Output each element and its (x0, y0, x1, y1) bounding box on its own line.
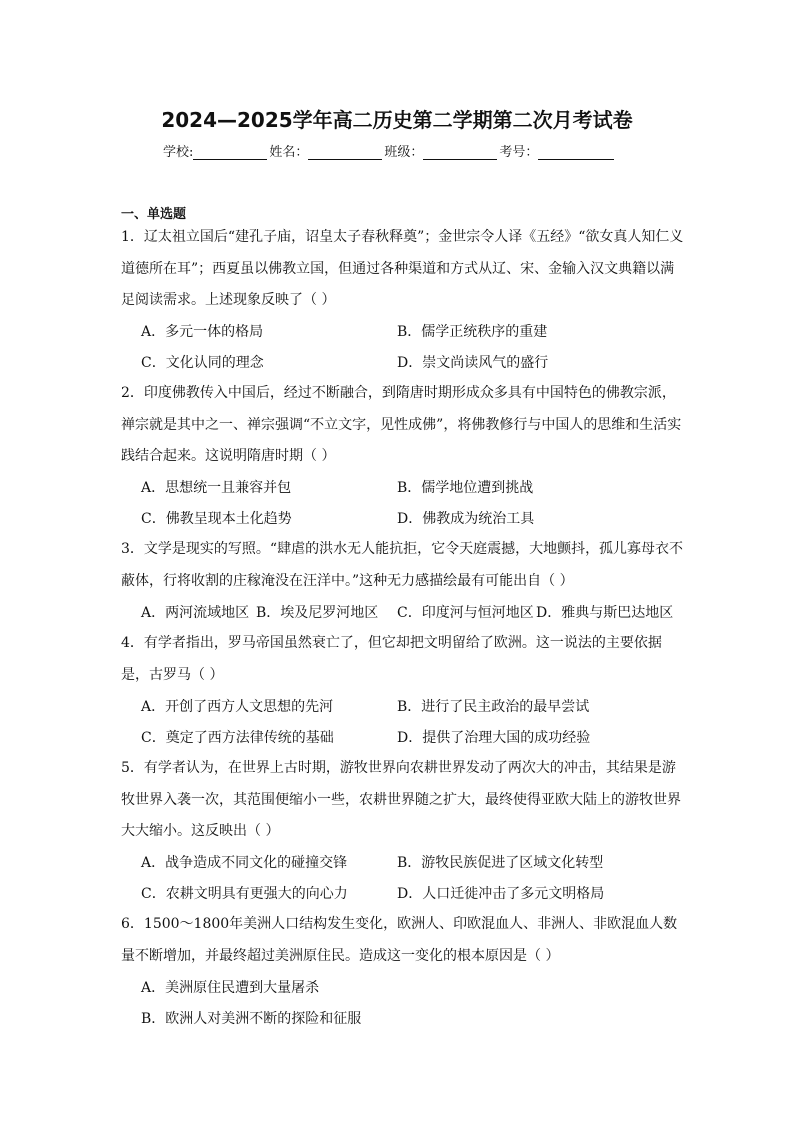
question-5-option-d[interactable]: D．人口迁徙冲击了多元文明格局 (397, 886, 605, 902)
question-5 (121, 753, 687, 848)
question-6 (121, 909, 687, 972)
question-4 (121, 628, 687, 691)
question-5-option-b[interactable]: B．游牧民族促进了区域文化转型 (397, 855, 604, 871)
exam-title: 2024—2025学年高二历史第二学期第二次月考试卷 (161, 108, 633, 132)
question-5-option-a[interactable]: A．战争造成不同文化的碰撞交锋 (141, 855, 348, 871)
question-6-option-a[interactable]: A．美洲原住民遭到大量屠杀 (141, 980, 320, 996)
section-heading: 一、单选题 (121, 207, 187, 222)
question-4-option-b[interactable]: B．进行了民主政治的最早尝试 (397, 699, 590, 715)
class-label: 班级： (384, 145, 424, 160)
question-stem: 3．文学是现实的写照。“肆虐的洪水无人能抗拒，它令天庭震撼，大地颤抖，孤儿寡母衣不蔽体，行将收割的庄稼淹没在汪洋中。”这种无力感描绘最有可能出自（ ） (121, 541, 684, 589)
school-label: 学校: (163, 145, 194, 160)
question-stem: 1．辽太祖立国后“建孔子庙，诏皇太子春秋释奠”；金世宗令人译《五经》“欲女真人知仁义道德所在耳”；西夏虽以佛教立国，但通过各种渠道和方式从辽、宋、金输入汉文典籍以满足阅读需求。上述现象反映了（ ） (121, 229, 684, 308)
exam-number-label: 考号： (499, 145, 539, 160)
question-2 (121, 378, 687, 473)
question-stem: 6．1500～1800年美洲人口结构发生变化，欧洲人、印欧混血人、非洲人、非欧混血人数量不断增加，并最终超过美洲原住民。造成这一变化的根本原因是（ ） (121, 916, 678, 964)
name-field[interactable] (308, 145, 382, 160)
question-2-option-a[interactable]: A．思想统一且兼容并包 (141, 480, 292, 496)
question-3-option-d[interactable]: D．雅典与斯巴达地区 (536, 605, 674, 621)
question-3 (121, 534, 687, 597)
question-2-option-b[interactable]: B．儒学地位遭到挑战 (397, 480, 534, 496)
question-3-option-c[interactable]: C．印度河与恒河地区 (397, 605, 534, 621)
class-field[interactable] (423, 145, 497, 160)
question-6-option-b[interactable]: B．欧洲人对美洲不断的探险和征服 (141, 1011, 362, 1027)
question-5-option-c[interactable]: C．农耕文明具有更强大的向心力 (141, 886, 348, 902)
question-stem: 4．有学者指出，罗马帝国虽然衰亡了，但它却把文明留给了欧洲。这一说法的主要依据是，古罗马（ ） (121, 635, 662, 683)
question-2-option-c[interactable]: C．佛教呈现本土化趋势 (141, 511, 292, 527)
question-2-option-d[interactable]: D．佛教成为统治工具 (397, 511, 535, 527)
question-1-option-d[interactable]: D．崇文尚读风气的盛行 (397, 355, 549, 371)
question-4-option-c[interactable]: C．奠定了西方法律传统的基础 (141, 730, 334, 746)
question-1 (121, 222, 687, 317)
question-3-option-a[interactable]: A．两河流域地区 (141, 605, 250, 621)
question-4-option-d[interactable]: D．提供了治理大国的成功经验 (397, 730, 591, 746)
question-1-option-c[interactable]: C．文化认同的理念 (141, 355, 264, 371)
school-field[interactable] (193, 145, 267, 160)
question-3-option-b[interactable]: B．埃及尼罗河地区 (256, 605, 379, 621)
student-info-line (163, 141, 683, 160)
question-stem: 5．有学者认为，在世界上古时期，游牧世界向农耕世界发动了两次大的冲击，其结果是游牧世界入袭一次，其范围便缩小一些，农耕世界随之扩大，最终使得亚欧大陆上的游牧世界大大缩小。这反映出（ ） (121, 760, 681, 839)
exam-number-field[interactable] (538, 145, 614, 160)
question-stem: 2．印度佛教传入中国后，经过不断融合，到隋唐时期形成众多具有中国特色的佛教宗派，禅宗就是其中之一、禅宗强调“不立文字，见性成佛”，将佛教修行与中国人的思维和生活实践结合起来。这说明隋唐时期（ ） (121, 385, 682, 464)
question-4-option-a[interactable]: A．开创了西方人文思想的先河 (141, 699, 334, 715)
question-1-option-b[interactable]: B．儒学正统秩序的重建 (397, 324, 548, 340)
question-1-option-a[interactable]: A．多元一体的格局 (141, 324, 264, 340)
name-label: 姓名： (269, 145, 309, 160)
